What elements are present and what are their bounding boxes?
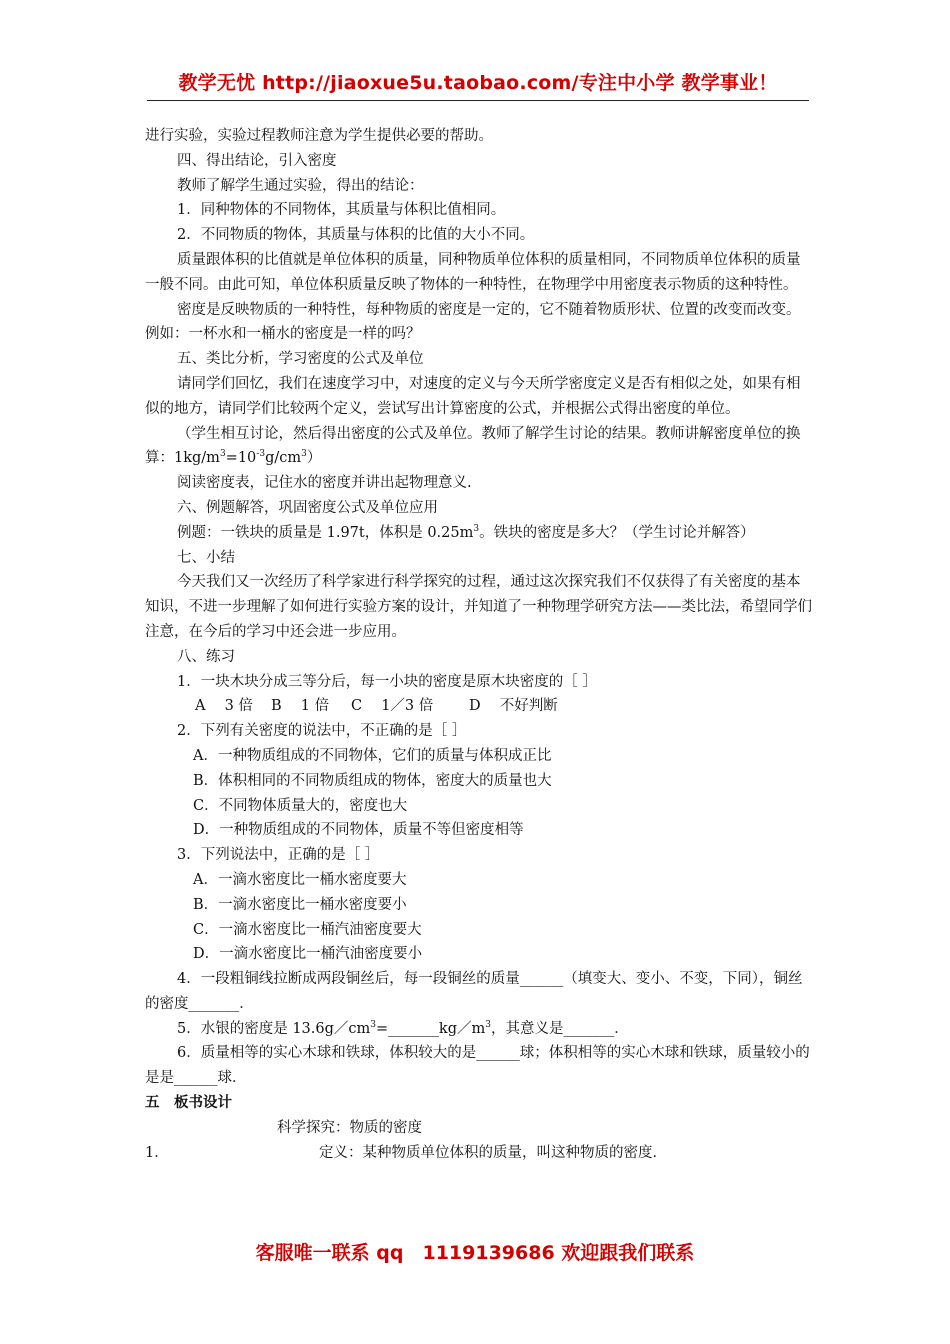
option: B．一滴水密度比一桶水密度要小: [193, 896, 407, 913]
text-run: ，其意义是_______．: [490, 1020, 629, 1037]
question: 4．一段粗铜线拉断成两段铜丝后，每一段铜丝的质量______（填变大、变小、不变，下同），铜丝的密度_______．: [145, 971, 803, 1012]
option: A．一种物质组成的不同物体，它们的质量与体积成正比: [193, 747, 552, 764]
text-run: g/cm: [265, 450, 302, 467]
conclusion-item: 2．不同物质的物体，其质量与体积的比值的大小不同。: [177, 227, 535, 244]
section-heading: 五 板书设计: [145, 1095, 232, 1112]
choice: D 不好判断: [469, 698, 558, 715]
text-run: 5．水银的密度是 13.6g／cm: [177, 1020, 371, 1037]
question: 6．质量相等的实心木球和铁球，体积较大的是______球；体积相等的实心木球和铁球，质量较小的是是______球．: [145, 1045, 810, 1087]
superscript: 3: [473, 523, 480, 534]
paragraph: 教师了解学生通过实验，得出的结论：: [177, 177, 424, 194]
text-run: =10: [225, 450, 257, 467]
conclusion-item: 1．同种物体的不同物体，其质量与体积比值相同。: [177, 202, 506, 219]
option: D．一滴水密度比一桶汽油密度要小: [193, 946, 423, 963]
document-body: [145, 124, 813, 1165]
paragraph: 进行实验，实验过程教师注意为学生提供必要的帮助。: [145, 128, 493, 144]
paragraph: 今天我们又一次经历了科学家进行科学探究的过程，通过这次探究我们不仅获得了有关密度的基本知识，不进一步理解了如何进行实验方案的设计，并知道了一种物理学研究方法——类比法，希望同学们注意，在今后的学习中还会进一步应用。: [145, 574, 812, 640]
board-definition: 定义：某种物质单位体积的质量，叫这种物质的密度．: [319, 1144, 667, 1161]
section-heading: 七、小结: [177, 549, 235, 566]
option: A．一滴水密度比一桶水密度要大: [193, 871, 407, 888]
paragraph: [145, 422, 813, 472]
text-run: ）: [306, 450, 322, 467]
paragraph: 阅读密度表，记住水的密度并讲出起物理意义.: [177, 475, 472, 492]
paragraph: 质量跟体积的比值就是单位体积的质量，同种物质单位体积的质量相同，不同物质单位体积的质量一般不同。由此可知，单位体积质量反映了物体的一种特性，在物理学中用密度表示物质的这种特性。: [145, 251, 801, 293]
option: D．一种物质组成的不同物体，质量不等但密度相等: [193, 822, 524, 839]
header-text: 教学无忧 http://jiaoxue5u.taobao.com/专注中小学 教学事业！: [178, 72, 778, 94]
section-heading: 六、例题解答，巩固密度公式及单位应用: [177, 499, 438, 516]
superscript: 3: [301, 449, 307, 460]
board-heading: 科学探究：物质的密度: [277, 1119, 422, 1136]
option: C．一滴水密度比一桶汽油密度要大: [193, 921, 422, 938]
section-heading: 四、得出结论，引入密度: [177, 152, 337, 169]
paragraph: [145, 521, 813, 546]
choice: C 1／3 倍: [351, 698, 434, 715]
paragraph: 密度是反映物质的一种特性，每种物质的密度是一定的，它不随着物质形状、位置的改变而改变。例如：一杯水和一桶水的密度是一样的吗？: [145, 301, 801, 343]
board-line: [145, 1141, 813, 1166]
superscript: 3: [485, 1019, 491, 1030]
question: 3．下列说法中，正确的是［ ］: [177, 847, 380, 864]
question: [145, 1017, 813, 1042]
choice-row: [145, 694, 813, 719]
page-footer: 客服唯一联系 qq 1119139686 欢迎跟我们联系: [255, 1242, 695, 1264]
superscript: 3: [219, 449, 226, 460]
choice: B 1 倍: [271, 698, 330, 715]
superscript: 3: [370, 1019, 377, 1030]
text-run: 。铁块的密度是多大？（学生讨论并解答）: [479, 524, 755, 541]
text-run: 例题：一铁块的质量是 1.97t，体积是 0.25m: [177, 524, 474, 541]
question: 2．下列有关密度的说法中，不正确的是［ ］: [177, 723, 467, 740]
board-number: 1．: [145, 1144, 169, 1161]
section-heading: 八、练习: [177, 648, 235, 665]
text-run: =_______kg／m: [376, 1020, 486, 1037]
question: 1．一块木块分成三等分后，每一小块的密度是原木块密度的［ ］: [177, 673, 597, 690]
superscript: -3: [256, 449, 266, 460]
text-run: （学生相互讨论，然后得出密度的公式及单位。教师了解学生讨论的结果。教师讲解密度单位的换算：1kg/m: [145, 425, 801, 467]
choice: A 3 倍: [195, 698, 253, 715]
section-heading: 五、类比分析，学习密度的公式及单位: [177, 351, 424, 368]
option: C．不同物体质量大的，密度也大: [193, 797, 408, 814]
paragraph: 请同学们回忆，我们在速度学习中，对速度的定义与今天所学密度定义是否有相似之处，如果有相似的地方，请同学们比较两个定义，尝试写出计算密度的公式，并根据公式得出密度的单位。: [145, 375, 801, 417]
option: B．体积相同的不同物质组成的物体，密度大的质量也大: [193, 772, 552, 789]
page-header: [147, 64, 809, 101]
